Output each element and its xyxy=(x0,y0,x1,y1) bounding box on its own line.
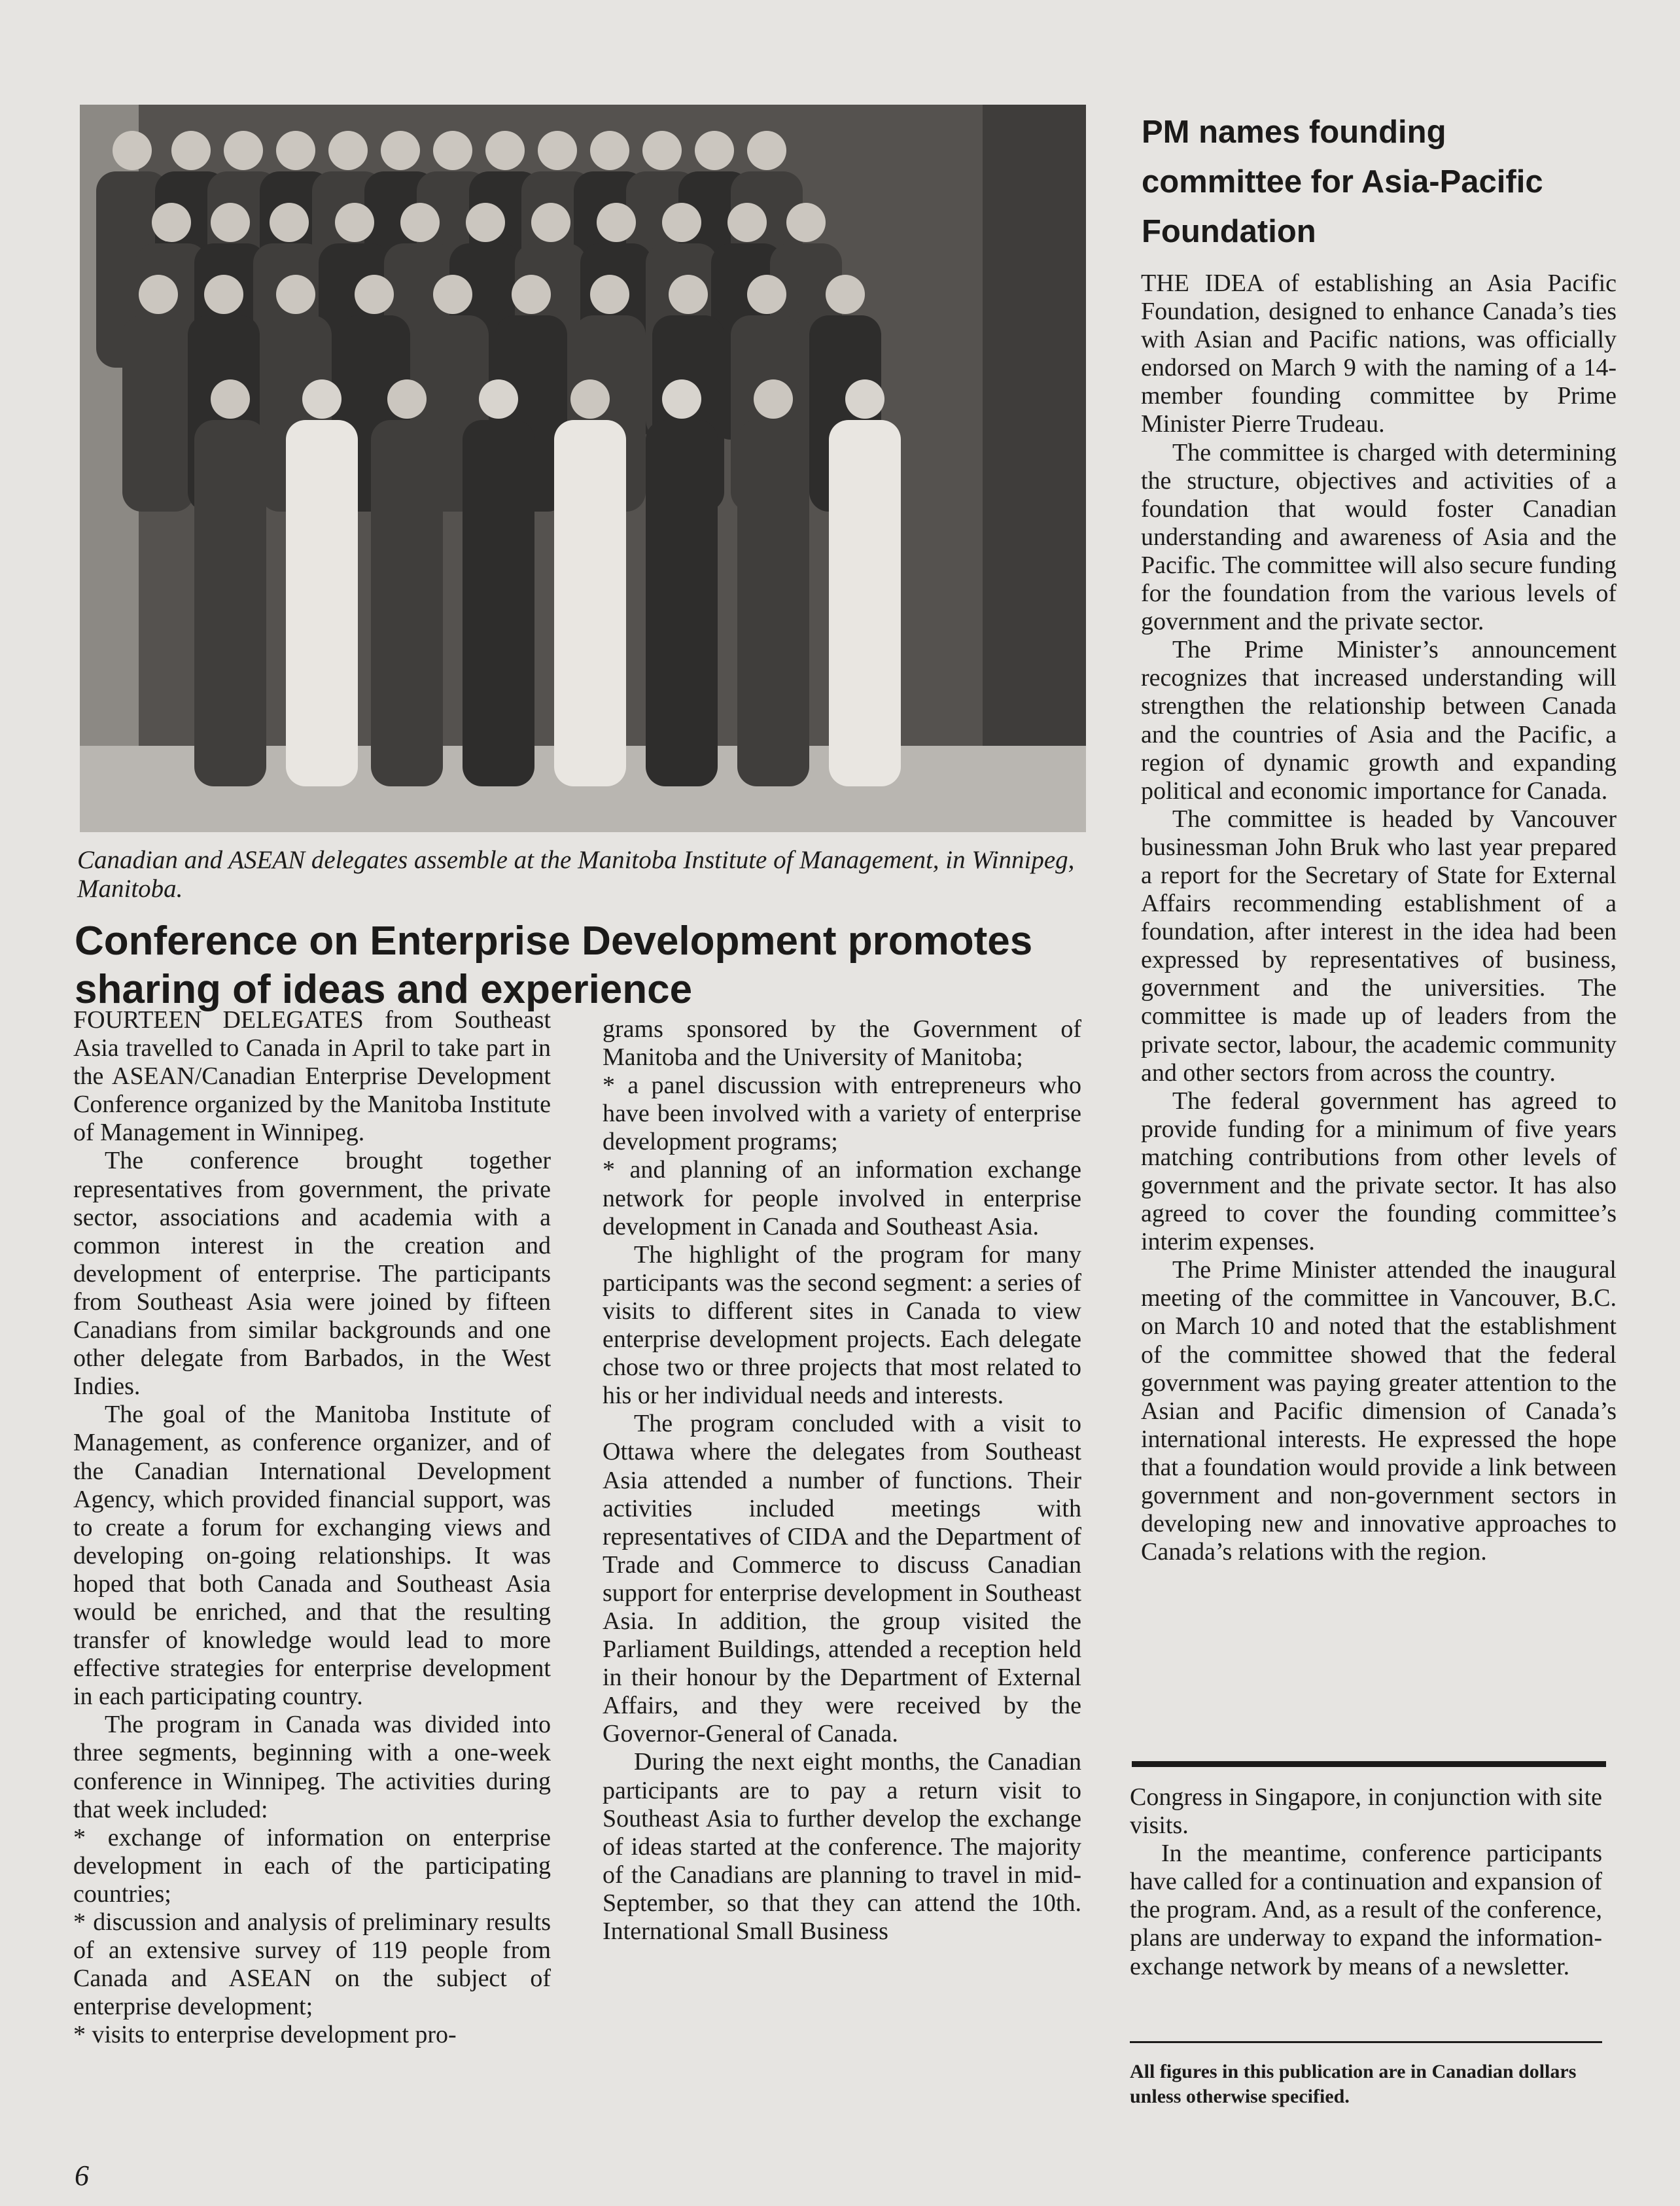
person-body xyxy=(829,420,901,786)
paragraph: The program in Canada was divided into three segments, beginning with a one-week conference in Winnipeg. The activities during that week included: xyxy=(73,1711,551,1823)
bullet-item: * and planning of an information exchange network for people involved in enterprise development in Canada and Southeast Asia. xyxy=(603,1156,1081,1240)
person-body xyxy=(554,420,626,786)
main-article-column-1 xyxy=(73,1006,551,2049)
paragraph: The Prime Minister attended the inaugural meeting of the committee in Vancouver, B.C. on March 10 and noted that the establishment of the committee showed that the federal government was paying greater attention to the Asian and Pacific dimension of Canada’s international interests. He expressed the hope that a foundation would provide a link between government and non-government sectors in developing new and innovative approaches to Canada’s relations with the region. xyxy=(1141,1256,1617,1566)
person-head xyxy=(695,131,734,170)
group-photo-illustration xyxy=(80,105,1086,832)
person-head xyxy=(845,379,884,419)
person-head xyxy=(211,379,250,419)
person-head xyxy=(570,379,610,419)
person-body xyxy=(286,420,358,786)
main-article-column-2 xyxy=(603,1015,1081,1946)
person-head xyxy=(662,203,701,242)
person-head xyxy=(224,131,263,170)
person-head xyxy=(727,203,767,242)
person-head xyxy=(400,203,440,242)
person-head xyxy=(479,379,518,419)
person-head xyxy=(204,275,243,314)
person-body xyxy=(463,420,534,786)
person-head xyxy=(642,131,682,170)
person-head xyxy=(302,379,341,419)
person-head xyxy=(512,275,551,314)
person-head xyxy=(139,275,178,314)
person-head xyxy=(211,203,250,242)
person-head xyxy=(747,275,786,314)
paragraph: The committee is headed by Vancouver businessman John Bruk who last year prepared a report for the Secretary of State for External Affairs recommending establishment of a foundation, after interest in the idea had been expressed by representatives of business, government and the universities. The committee is made up of leaders from the private sector, labour, the academic community and other sectors from across the country. xyxy=(1141,805,1617,1087)
paragraph: The program concluded with a visit to Ottawa where the delegates from Southeast Asia attended a number of functions. Their activities included meetings with representatives of CIDA and the Department of Trade and Commerce to discuss Canadian support for enterprise development in Southeast Asia. In addition, the group visited the Parliament Buildings, attended a reception held in their honour by the Department of External Affairs, and they were received by the Governor-General of Canada. xyxy=(603,1410,1081,1748)
paragraph: FOURTEEN DELEGATES from Southeast Asia travelled to Canada in April to take part in the ASEAN/Canadian Enterprise Development Conference organized by the Manitoba Institute of Management in Winnipeg. xyxy=(73,1006,551,1147)
person-head xyxy=(747,131,786,170)
delegates-photo xyxy=(80,105,1086,832)
person-head xyxy=(485,131,525,170)
person-head xyxy=(754,379,793,419)
person-head xyxy=(276,131,315,170)
paragraph: The highlight of the program for many participants was the second segment: a series of visits to different sites in Canada to view enterprise development projects. Each delegate chose two or three projects that most related to his or her individual needs and interests. xyxy=(603,1240,1081,1410)
person-head xyxy=(662,379,701,419)
side-headline: PM names founding committee for Asia-Pacific Foundation xyxy=(1142,114,1543,249)
currency-footnote: All figures in this publication are in Canadian dollars unless otherwise specified. xyxy=(1130,2061,1577,2107)
person-head xyxy=(113,131,152,170)
section-divider xyxy=(1132,1761,1606,1767)
person-head xyxy=(597,203,636,242)
person-head xyxy=(171,131,211,170)
bullet-item: * visits to enterprise development pro- xyxy=(73,2021,457,2049)
photo-caption: Canadian and ASEAN delegates assemble at the Manitoba Institute of Management, in Winnipeg, Manitoba. xyxy=(77,846,1075,903)
person-body xyxy=(371,420,443,786)
person-head xyxy=(786,203,826,242)
paragraph: In the meantime, conference participants have called for a continuation and expansion of the program. And, as a result of the conference, plans are underway to expand the information-exchange network by means of a newsletter. xyxy=(1130,1840,1602,1980)
person-head xyxy=(590,275,629,314)
bullet-item: * exchange of information on enterprise development in each of the participating countries; xyxy=(73,1823,551,1908)
person-head xyxy=(826,275,865,314)
page-number: 6 xyxy=(75,2160,89,2192)
paragraph: The Prime Minister’s announcement recognizes that increased understanding will strengthen the relationship between Canada and the countries of Asia and the Pacific, a region of dynamic growth and expanding political and economic importance for Canada. xyxy=(1141,636,1617,805)
paragraph: The conference brought together representatives from government, the private sector, associations and academia with a common interest in the creation and development of enterprise. The participants from Southeast Asia were joined by fifteen Canadians from similar backgrounds and one other delegate from Barbados, in the West Indies. xyxy=(73,1147,551,1401)
main-headline: Conference on Enterprise Development promotes sharing of ideas and experience xyxy=(75,919,1033,1012)
person-head xyxy=(433,131,472,170)
bullet-item: * discussion and analysis of preliminary results of an extensive survey of 119 people from Canada and ASEAN on the subject of enterprise development; xyxy=(73,1908,551,2021)
side-article-column xyxy=(1141,270,1617,1566)
person-body xyxy=(646,420,718,786)
person-head xyxy=(335,203,374,242)
person-head xyxy=(276,275,315,314)
person-head xyxy=(381,131,420,170)
paragraph: THE IDEA of establishing an Asia Pacific Foundation, designed to enhance Canada’s ties with Asian and Pacific nations, was officially endorsed on March 9 with the naming of a 14-member founding committee by Prime Minister Pierre Trudeau. xyxy=(1141,270,1617,438)
person-head xyxy=(590,131,629,170)
paragraph: During the next eight months, the Canadian participants are to pay a return visit to Southeast Asia to further develop the exchange of ideas started at the conference. The majority of the Canadians are planning to travel in mid-September, so that they can attend the 10th. International Small Business xyxy=(603,1748,1081,1945)
person-head xyxy=(270,203,309,242)
person-body xyxy=(194,420,266,786)
person-head xyxy=(531,203,570,242)
paragraph: The federal government has agreed to provide funding for a minimum of five years matching contributions from other levels of government and the private sector. It has also agreed to cover the founding committee’s interim expenses. xyxy=(1141,1087,1617,1256)
person-body xyxy=(122,315,194,512)
person-head xyxy=(669,275,708,314)
paragraph: The goal of the Manitoba Institute of Management, as conference organizer, and of the Canadian International Development Agency, which provided financial support, was to create a forum for exchanging views and developing on-going relationships. It was hoped that both Canada and Southeast Asia would be enriched, and that the resulting transfer of knowledge would lead to more effective strategies for enterprise development in each participating country. xyxy=(73,1401,551,1711)
person-head xyxy=(387,379,427,419)
paragraph: The committee is charged with determining the structure, objectives and activities of a foundation that would foster Canadian understanding and awareness of Asia and the Pacific. The committee will also secure funding for the foundation from the various levels of government and the private sector. xyxy=(1141,438,1617,636)
bullet-item: * a panel discussion with entrepreneurs who have been involved with a variety of enterprise development programs; xyxy=(603,1072,1081,1156)
person-body xyxy=(737,420,809,786)
footnote-divider xyxy=(1130,2041,1602,2043)
paragraph: grams sponsored by the Government of Manitoba and the University of Manitoba; xyxy=(603,1015,1081,1072)
paragraph: Congress in Singapore, in conjunction with site visits. xyxy=(1130,1783,1602,1840)
person-head xyxy=(466,203,505,242)
person-head xyxy=(355,275,394,314)
person-head xyxy=(433,275,472,314)
person-head xyxy=(328,131,368,170)
main-article-continuation xyxy=(1130,1783,1602,1981)
person-head xyxy=(152,203,191,242)
person-head xyxy=(538,131,577,170)
